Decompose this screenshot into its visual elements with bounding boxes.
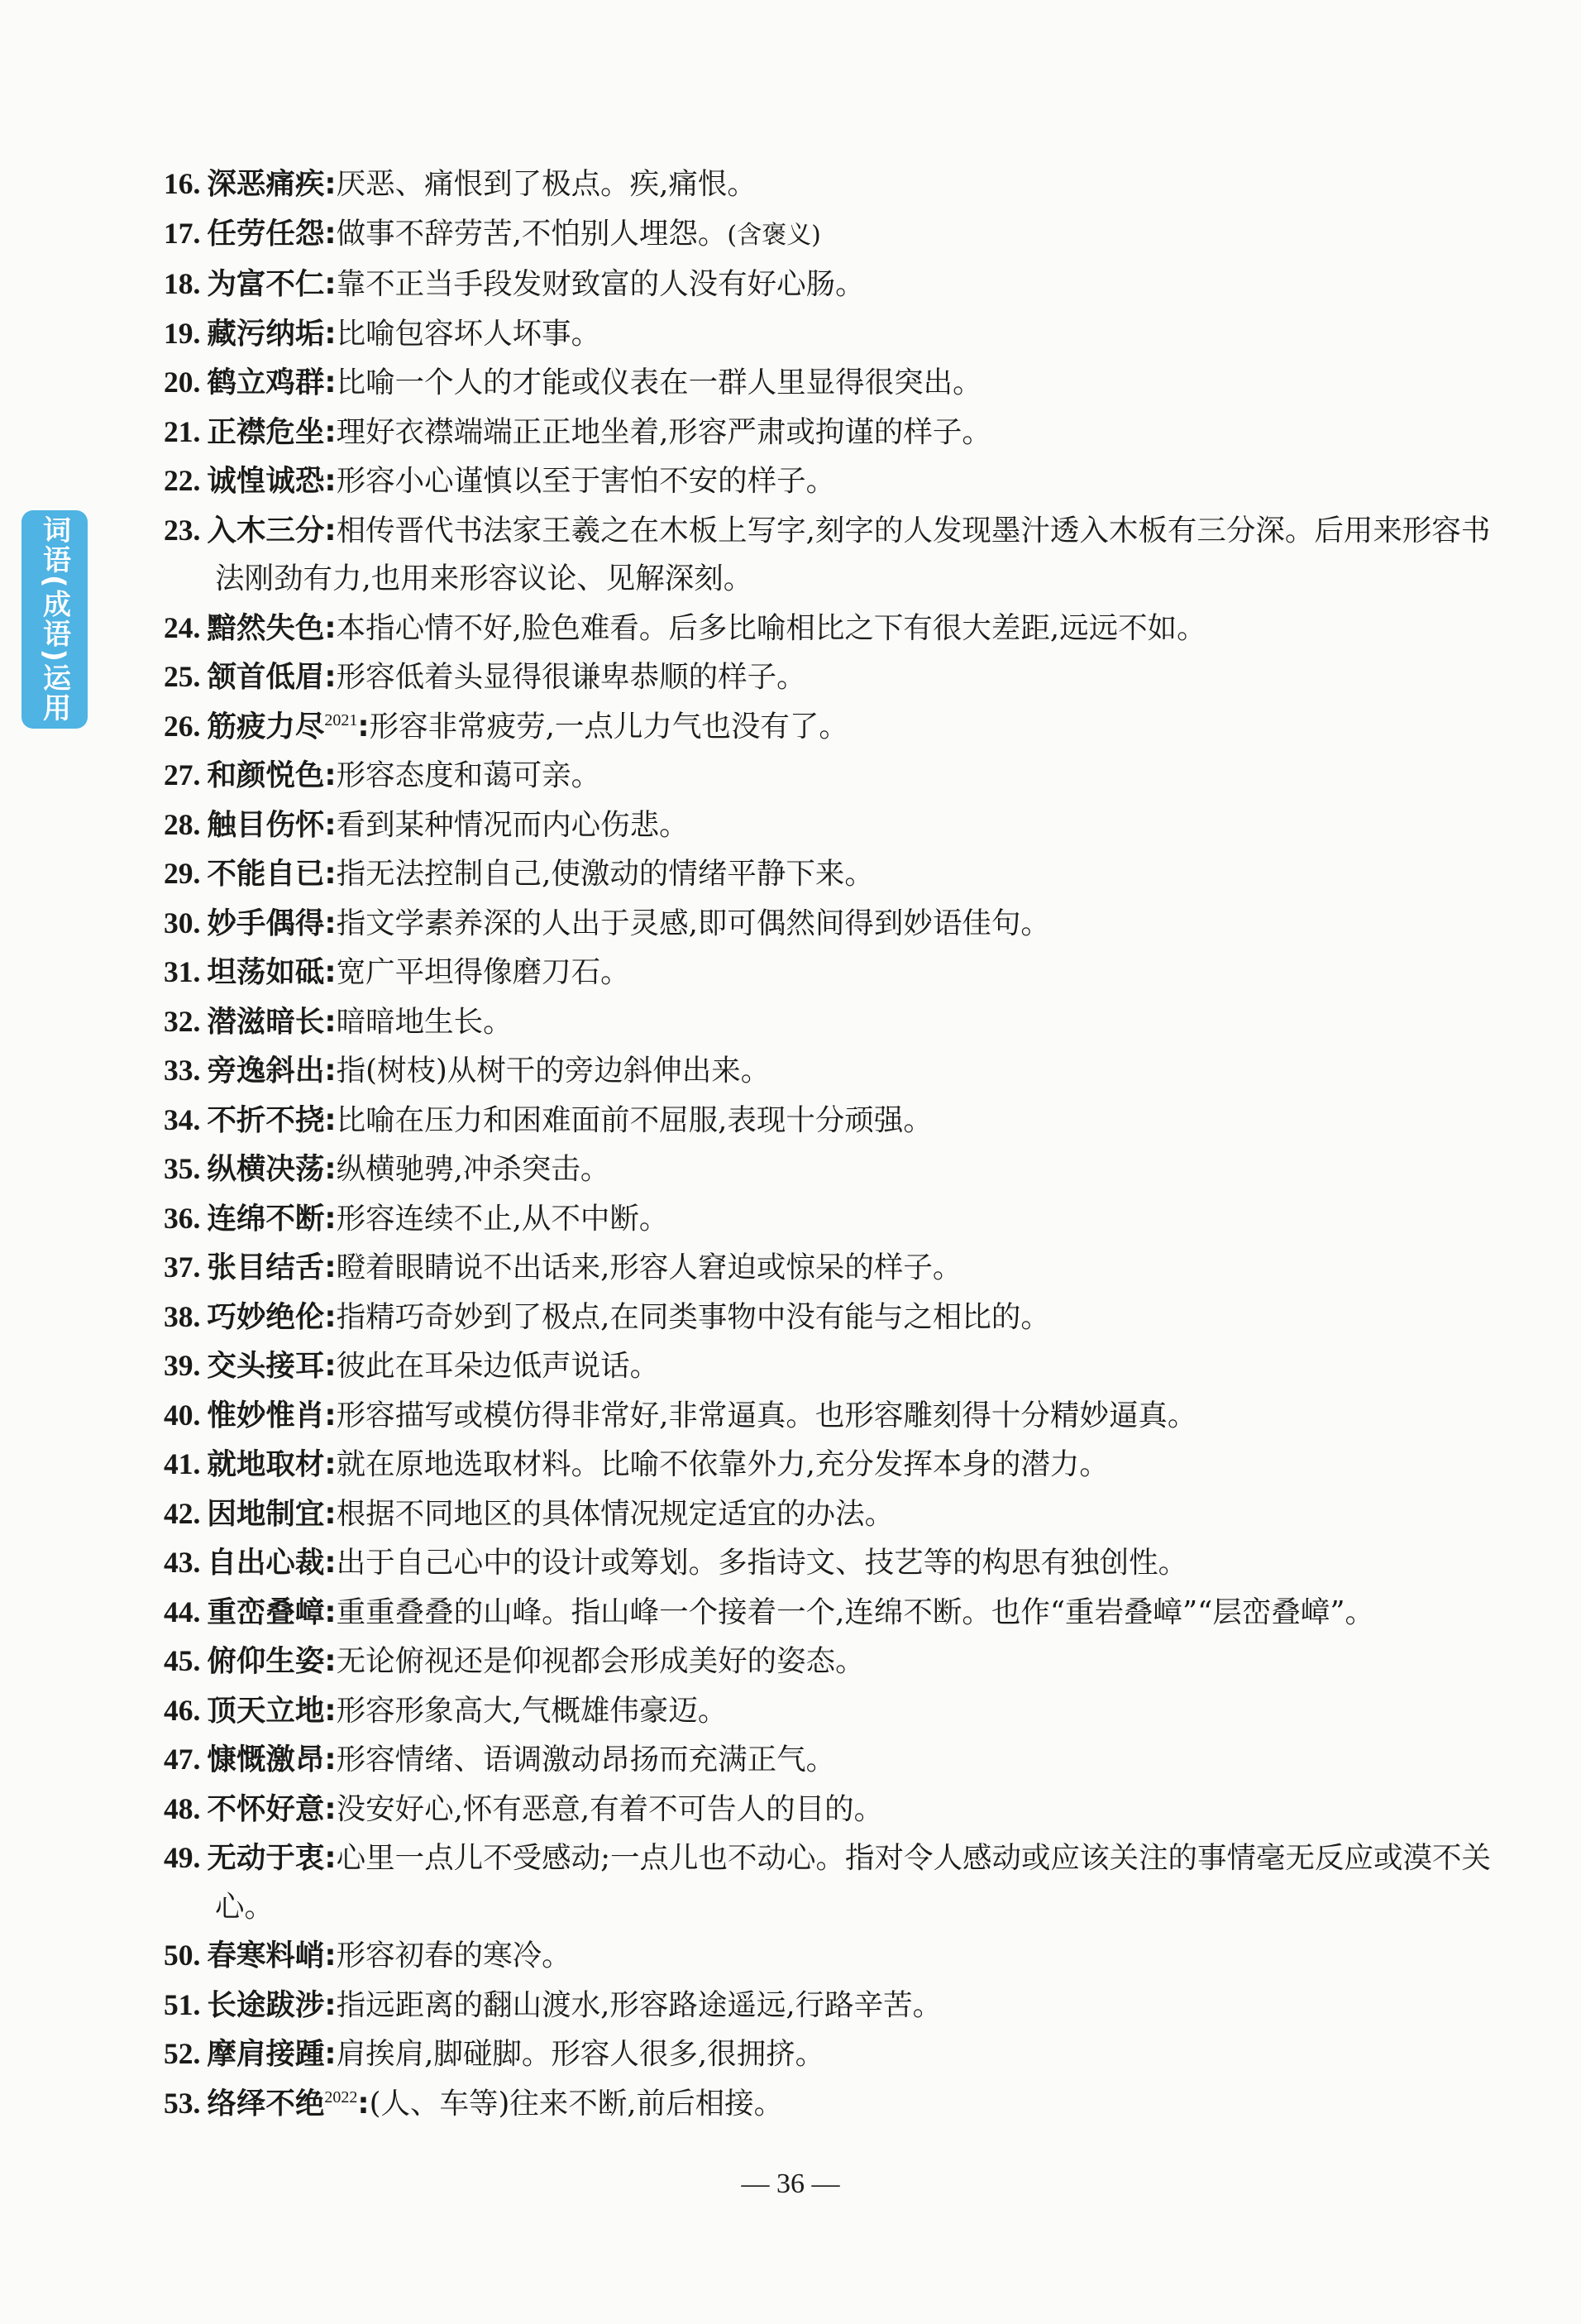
- entry-separator: :: [324, 1987, 337, 2022]
- idiom-entry: [164, 1243, 1503, 1293]
- entry-definition: 形容小心谨慎以至于害怕不安的样子。: [336, 464, 836, 498]
- idiom-entry: [164, 1293, 1503, 1342]
- entry-definition: 理好衣襟端端正正地坐着,形容严肃或拘谨的样子。: [336, 414, 991, 449]
- idiom-entry: [164, 948, 1503, 997]
- entry-definition: 相传晋代书法家王羲之在木板上写字,刻字的人发现墨汁透入木板有三分深。后用来形容书法刚劲有力,也用来形容议论、见解深刻。: [215, 513, 1491, 595]
- entry-separator: :: [324, 513, 337, 548]
- entry-definition: 形容态度和蔼可亲。: [336, 758, 601, 792]
- entry-term: 交头接耳: [207, 1349, 325, 1383]
- entry-definition: 形容连续不止,从不中断。: [336, 1201, 669, 1236]
- entry-term: 纵横决荡: [207, 1152, 325, 1186]
- entry-separator: :: [324, 1102, 337, 1137]
- idiom-entry: [164, 1637, 1503, 1686]
- entry-separator: :: [324, 758, 337, 792]
- entry-number: 44.: [164, 1595, 201, 1628]
- idiom-entry: [164, 1785, 1503, 1834]
- entry-separator: :: [324, 1693, 337, 1728]
- entry-separator: :: [324, 1546, 337, 1580]
- entry-term: 慷慨激昂: [207, 1743, 325, 1776]
- entry-separator: :: [357, 709, 370, 744]
- entry-number: 45.: [164, 1644, 201, 1677]
- entry-number: 26.: [164, 709, 201, 743]
- entry-term: 摩肩接踵: [207, 2037, 325, 2071]
- entry-definition: 形容形象高大,气概雄伟豪迈。: [336, 1693, 728, 1728]
- entry-definition: (人、车等)往来不断,前后相接。: [369, 2086, 784, 2121]
- entry-term: 颔首低眉: [207, 660, 325, 694]
- idiom-entry: [164, 801, 1503, 850]
- entry-number: 19.: [164, 316, 201, 350]
- entry-term: 顶天立地: [207, 1693, 325, 1728]
- entry-number: 53.: [164, 2086, 201, 2120]
- entry-definition: 指远距离的翻山渡水,形容路途遥远,行路辛苦。: [336, 1987, 943, 2022]
- entry-term: 重峦叠嶂: [207, 1595, 325, 1629]
- entry-number: 28.: [164, 807, 201, 841]
- entry-term: 长途跋涉: [207, 1987, 325, 2022]
- entry-separator: :: [324, 414, 337, 449]
- idiom-entry: [164, 506, 1503, 604]
- entry-definition: 厌恶、痛恨到了极点。疾,痛恨。: [336, 167, 757, 201]
- entry-definition: 就在原地选取材料。比喻不依靠外力,充分发挥本身的潜力。: [336, 1447, 1109, 1481]
- entry-term: 黯然失色: [207, 610, 325, 645]
- entry-note: (含褒义): [727, 220, 821, 250]
- entry-term: 诚惶诚恐: [207, 464, 325, 498]
- idiom-entry: [164, 849, 1503, 899]
- entry-separator: :: [324, 1447, 337, 1481]
- entry-term: 惟妙惟肖: [207, 1398, 325, 1432]
- idiom-entry: [164, 2079, 1503, 2129]
- entry-exam-year: 2022: [324, 2087, 358, 2106]
- entry-term: 旁逸斜出: [207, 1054, 325, 1088]
- entry-number: 41.: [164, 1447, 201, 1480]
- entry-separator: :: [324, 464, 337, 498]
- entry-definition: 形容情绪、语调激动昂扬而充满正气。: [336, 1743, 836, 1776]
- entry-separator: :: [324, 1595, 337, 1629]
- idiom-entry: [164, 1341, 1503, 1391]
- entry-term: 不能自已: [207, 857, 325, 891]
- entry-separator: :: [324, 1743, 337, 1776]
- page-number: — 36 —: [741, 2169, 840, 2199]
- idiom-entry: [164, 1931, 1503, 1981]
- entry-definition: 肩挨肩,脚碰脚。形容人很多,很拥挤。: [336, 2037, 825, 2071]
- entry-separator: :: [324, 1496, 337, 1531]
- entry-number: 46.: [164, 1693, 201, 1727]
- entry-definition: 瞪着眼睛说不出话来,形容人窘迫或惊呆的样子。: [336, 1250, 962, 1284]
- section-side-tab: [21, 510, 88, 729]
- entry-term: 鹤立鸡群: [207, 366, 325, 399]
- entry-term: 坦荡如砥: [207, 955, 325, 989]
- entry-exam-year: 2021: [324, 710, 358, 729]
- entry-term: 为富不仁: [207, 267, 325, 301]
- entry-term: 藏污纳垢: [207, 316, 325, 351]
- entry-definition: 暗暗地生长。: [336, 1004, 513, 1039]
- entry-definition: 心里一点儿不受感动;一点儿也不动心。指对令人感动或应该关注的事情毫无反应或漠不关心。: [215, 1841, 1492, 1924]
- entry-separator: :: [324, 660, 337, 694]
- entry-number: 27.: [164, 758, 201, 791]
- entry-term: 正襟危坐: [207, 414, 325, 449]
- idiom-entry: [164, 899, 1503, 949]
- entry-separator: :: [324, 1939, 337, 1973]
- entry-separator: :: [357, 2086, 370, 2121]
- idiom-entry: [164, 1145, 1503, 1194]
- entry-term: 不怀好意: [207, 1791, 325, 1826]
- entry-definition: 形容描写或模仿得非常好,非常逼真。也形容雕刻得十分精妙逼真。: [336, 1398, 1197, 1432]
- entry-number: 38.: [164, 1299, 201, 1333]
- entry-number: 51.: [164, 1987, 201, 2021]
- entry-separator: :: [324, 906, 337, 940]
- entry-separator: :: [324, 1152, 337, 1186]
- entry-separator: :: [324, 610, 337, 645]
- entry-number: 34.: [164, 1102, 201, 1136]
- entry-separator: :: [324, 1398, 337, 1432]
- idiom-entry: [164, 457, 1503, 506]
- entry-term: 连绵不断: [207, 1201, 325, 1236]
- entry-number: 30.: [164, 906, 201, 940]
- entry-separator: :: [324, 1349, 337, 1383]
- entry-term: 自出心裁: [207, 1546, 325, 1580]
- entry-definition: 形容初春的寒冷。: [336, 1939, 571, 1973]
- entry-definition: 纵横驰骋,冲杀突击。: [336, 1152, 610, 1186]
- entry-number: 16.: [164, 167, 201, 200]
- entry-definition: 指无法控制自己,使激动的情绪平静下来。: [336, 857, 874, 891]
- entry-term: 筋疲力尽: [207, 709, 325, 744]
- entry-number: 50.: [164, 1939, 201, 1972]
- entry-definition: 重重叠叠的山峰。指山峰一个接着一个,连绵不断。也作“重岩叠嶂”“层峦叠嶂”。: [336, 1595, 1374, 1629]
- entry-number: 31.: [164, 955, 201, 988]
- idiom-entry: [164, 1834, 1503, 1931]
- idiom-entry: [164, 997, 1503, 1047]
- entry-number: 49.: [164, 1841, 201, 1874]
- entry-term: 任劳任怨: [207, 216, 325, 251]
- entry-term: 触目伤怀: [207, 807, 325, 842]
- entry-definition: 形容非常疲劳,一点儿力气也没有了。: [369, 709, 848, 744]
- entry-number: 39.: [164, 1349, 201, 1382]
- entry-separator: :: [324, 167, 337, 201]
- entry-definition: 没安好心,怀有恶意,有着不可告人的目的。: [336, 1791, 884, 1826]
- entry-number: 37.: [164, 1250, 201, 1284]
- entry-term: 络绎不绝: [207, 2086, 325, 2121]
- idiom-entry: [164, 260, 1503, 309]
- entry-definition: 本指心情不好,脸色难看。后多比喻相比之下有很大差距,远远不如。: [336, 610, 1206, 645]
- entry-definition: 比喻在压力和困难面前不屈服,表现十分顽强。: [336, 1102, 933, 1137]
- entry-separator: :: [324, 1644, 337, 1678]
- entry-definition: 做事不辞劳苦,不怕别人埋怨。: [336, 216, 728, 251]
- entry-term: 俯仰生姿: [207, 1644, 325, 1678]
- entry-number: 17.: [164, 216, 201, 250]
- entry-definition: 宽广平坦得像磨刀石。: [336, 955, 630, 989]
- entry-term: 张目结舌: [207, 1250, 325, 1284]
- entry-separator: :: [324, 316, 337, 351]
- idiom-entry: [164, 309, 1503, 359]
- idiom-entry: [164, 1391, 1503, 1441]
- entry-separator: :: [324, 216, 337, 251]
- idiom-entry: [164, 751, 1503, 801]
- entry-number: 43.: [164, 1546, 201, 1579]
- entry-term: 妙手偶得: [207, 906, 325, 940]
- idiom-entry: [164, 1588, 1503, 1638]
- entry-separator: :: [324, 1004, 337, 1039]
- entry-definition: 形容低着头显得很谦卑恭顺的样子。: [336, 660, 806, 694]
- entry-term: 无动于衷: [207, 1841, 325, 1875]
- entry-definition: 靠不正当手段发财致富的人没有好心肠。: [336, 267, 865, 301]
- idiom-entry: [164, 1735, 1503, 1785]
- entry-definition: 出于自己心中的设计或筹划。多指诗文、技艺等的构思有独创性。: [336, 1546, 1188, 1580]
- idiom-entry: [164, 1440, 1503, 1490]
- entry-separator: :: [324, 857, 337, 891]
- entry-separator: :: [324, 955, 337, 989]
- entry-separator: :: [324, 1841, 337, 1875]
- idiom-entry: [164, 604, 1503, 653]
- idiom-entry: [164, 1686, 1503, 1736]
- entry-definition: 指精巧奇妙到了极点,在同类事物中没有能与之相比的。: [336, 1299, 1050, 1334]
- entry-number: 18.: [164, 267, 201, 300]
- idiom-entry: [164, 1096, 1503, 1145]
- entry-number: 33.: [164, 1054, 201, 1087]
- entry-number: 42.: [164, 1496, 201, 1530]
- idiom-entry: [164, 209, 1503, 261]
- entry-term: 潜滋暗长: [207, 1004, 325, 1039]
- idiom-entry: [164, 702, 1503, 752]
- idiom-entry-list: [164, 160, 1503, 2128]
- section-side-tab-label: 词语(成语)运用: [37, 515, 71, 724]
- idiom-entry: [164, 1490, 1503, 1539]
- entry-definition: 根据不同地区的具体情况规定适宜的办法。: [336, 1496, 895, 1531]
- entry-term: 入木三分: [207, 513, 325, 548]
- entry-number: 48.: [164, 1791, 201, 1825]
- entry-term: 巧妙绝伦: [207, 1299, 325, 1334]
- entry-number: 21.: [164, 414, 201, 448]
- entry-term: 因地制宜: [207, 1496, 325, 1531]
- entry-number: 40.: [164, 1398, 201, 1432]
- entry-separator: :: [324, 1250, 337, 1284]
- idiom-entry: [164, 358, 1503, 408]
- entry-definition: 比喻一个人的才能或仪表在一群人里显得很突出。: [336, 366, 982, 399]
- entry-definition: 指文学素养深的人出于灵感,即可偶然间得到妙语佳句。: [336, 906, 1050, 940]
- idiom-entry: [164, 1046, 1503, 1096]
- idiom-entry: [164, 160, 1503, 209]
- entry-definition: 指(树枝)从树干的旁边斜伸出来。: [336, 1054, 771, 1088]
- entry-separator: :: [324, 1201, 337, 1236]
- entry-separator: :: [324, 807, 337, 842]
- entry-definition: 无论俯视还是仰视都会形成美好的姿态。: [336, 1644, 865, 1678]
- idiom-entry: [164, 1538, 1503, 1588]
- idiom-entry: [164, 2030, 1503, 2079]
- entry-number: 23.: [164, 513, 201, 547]
- entry-separator: :: [324, 2037, 337, 2071]
- entry-definition: 看到某种情况而内心伤悲。: [336, 807, 689, 842]
- entry-number: 22.: [164, 464, 201, 497]
- entry-separator: :: [324, 366, 337, 399]
- entry-number: 52.: [164, 2037, 201, 2070]
- entry-separator: :: [324, 1791, 337, 1826]
- entry-term: 和颜悦色: [207, 758, 325, 792]
- entry-separator: :: [324, 267, 337, 301]
- entry-number: 29.: [164, 857, 201, 890]
- entry-number: 20.: [164, 366, 201, 399]
- idiom-entry: [164, 1981, 1503, 2030]
- entry-term: 就地取材: [207, 1447, 325, 1481]
- entry-number: 24.: [164, 610, 201, 644]
- entry-definition: 比喻包容坏人坏事。: [336, 316, 601, 351]
- idiom-entry: [164, 1194, 1503, 1244]
- entry-term: 春寒料峭: [207, 1939, 325, 1973]
- entry-term: 不折不挠: [207, 1102, 325, 1137]
- entry-separator: :: [324, 1054, 337, 1088]
- entry-number: 32.: [164, 1004, 201, 1038]
- idiom-entry: [164, 653, 1503, 702]
- entry-number: 36.: [164, 1201, 201, 1235]
- entry-number: 25.: [164, 660, 201, 693]
- idiom-entry: [164, 408, 1503, 457]
- entry-separator: :: [324, 1299, 337, 1334]
- entry-number: 47.: [164, 1743, 201, 1776]
- entry-number: 35.: [164, 1152, 201, 1185]
- entry-definition: 彼此在耳朵边低声说话。: [336, 1349, 660, 1383]
- entry-term: 深恶痛疾: [207, 167, 325, 201]
